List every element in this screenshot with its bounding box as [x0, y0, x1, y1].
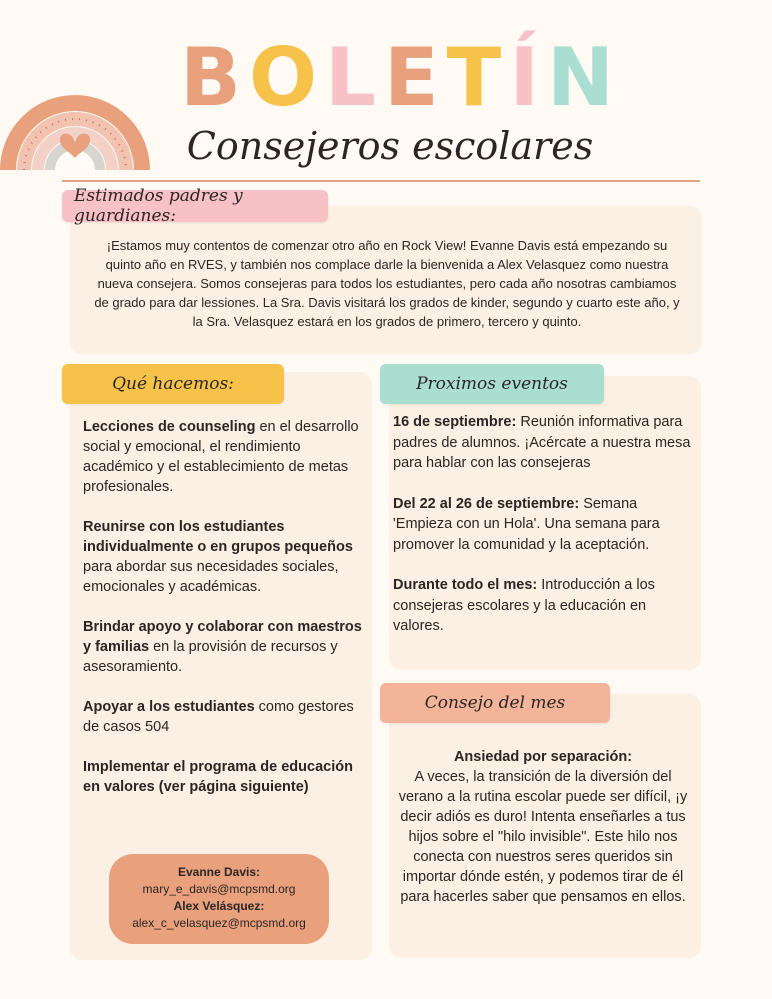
- title-letter: E: [383, 31, 447, 124]
- contact-email[interactable]: mary_e_davis@mcpsmd.org: [142, 882, 296, 896]
- list-item: [83, 417, 363, 497]
- contact-email[interactable]: alex_c_velasquez@mcpsmd.org: [132, 916, 306, 930]
- item-bold: Brindar apoyo y colaborar con maestros y familias: [83, 619, 362, 655]
- item-text: Semana 'Empieza con un Hola'. Una semana para promover la comunidad y la aceptación.: [393, 495, 660, 553]
- intro-heading: Estimados padres y guardianes:: [62, 190, 328, 222]
- tip-heading: Consejo del mes: [380, 683, 610, 723]
- list-item: [393, 412, 693, 474]
- item-text: en el desarrollo social y emocional, el rendimiento académico y el establecimiento de metas profesionales.: [83, 419, 359, 495]
- what-we-do-heading: Qué hacemos:: [62, 364, 284, 404]
- title-letter: B: [180, 31, 249, 124]
- item-bold: Del 22 al 26 de septiembre:: [393, 495, 580, 512]
- title-letter: L: [325, 31, 384, 124]
- item-text: para abordar sus necesidades sociales, emocionales y académicas.: [83, 559, 339, 595]
- events-heading: Proximos eventos: [380, 364, 604, 404]
- page-title: [180, 31, 622, 124]
- title-letter: Í: [509, 31, 547, 124]
- item-bold: Apoyar a los estudiantes: [83, 699, 255, 715]
- tip-title: Ansiedad por separación:: [453, 749, 633, 765]
- title-letter: T: [446, 31, 510, 124]
- item-bold: Lecciones de counseling: [83, 419, 256, 435]
- page-subtitle: Consejeros escolares: [186, 124, 594, 168]
- item-text: Reunión informativa para padres de alumnos. ¡Acércate a nuestra mesa para hablar con las consejeras: [393, 414, 691, 471]
- what-we-do-list: [83, 417, 363, 817]
- list-item: [393, 494, 693, 556]
- list-item: [83, 617, 363, 677]
- item-bold: Durante todo el mes:: [393, 577, 538, 593]
- contact-box: [109, 854, 329, 944]
- rainbow-heart-illustration: [0, 20, 150, 180]
- intro-text: ¡Estamos muy contentos de comenzar otro año en Rock View! Evanne Davis está empezando su quinto año en RVES, y también nos complace darle la bienvenida a Alex Velasquez como nuestra nueva consejera. Somos consejeras para todos los estudiantes, pero cada año nosotras cambiamos de grado para dar lessiones. La Sra. Davis visitará los grados de kinder, segundo y cuarto este año, y la Sra. Velasquez estará en los grados de primero, tercero y quinto.: [94, 238, 680, 329]
- item-text: Introducción a los consejeras escolares y la educación en valores.: [393, 577, 655, 634]
- title-letter: O: [248, 31, 325, 124]
- list-item: [393, 575, 693, 637]
- contact-name: Alex Velásquez:: [173, 899, 265, 913]
- list-item: [83, 517, 363, 597]
- item-bold: 16 de septiembre:: [393, 414, 517, 430]
- item-bold: Reunirse con los estudiantes individualmente o en grupos pequeños: [83, 519, 353, 555]
- tip-body: [393, 747, 693, 907]
- header: [180, 31, 622, 168]
- item-text: como gestores de casos 504: [83, 699, 354, 735]
- item-bold: Implementar el programa de educación en valores (ver página siguiente): [83, 759, 353, 795]
- title-letter: N: [546, 31, 622, 124]
- tip-text: A veces, la transición de la diversión del verano a la rutina escolar puede ser difícil, ¡y decir adiós es duro! Intenta enseñarles a tus hijos sobre el "hilo invisible". Este hilo nos conecta con nuestros seres queridos sin importar dónde estén, y podemos tirar de él para hacerles saber que pensamos en ellos.: [398, 769, 688, 905]
- header-divider: [62, 180, 700, 182]
- events-list: [393, 412, 693, 657]
- list-item: [83, 697, 363, 737]
- contact-name: Evanne Davis:: [177, 865, 261, 879]
- list-item: [83, 757, 363, 797]
- item-text: en la provisión de recursos y asesoramiento.: [83, 639, 338, 675]
